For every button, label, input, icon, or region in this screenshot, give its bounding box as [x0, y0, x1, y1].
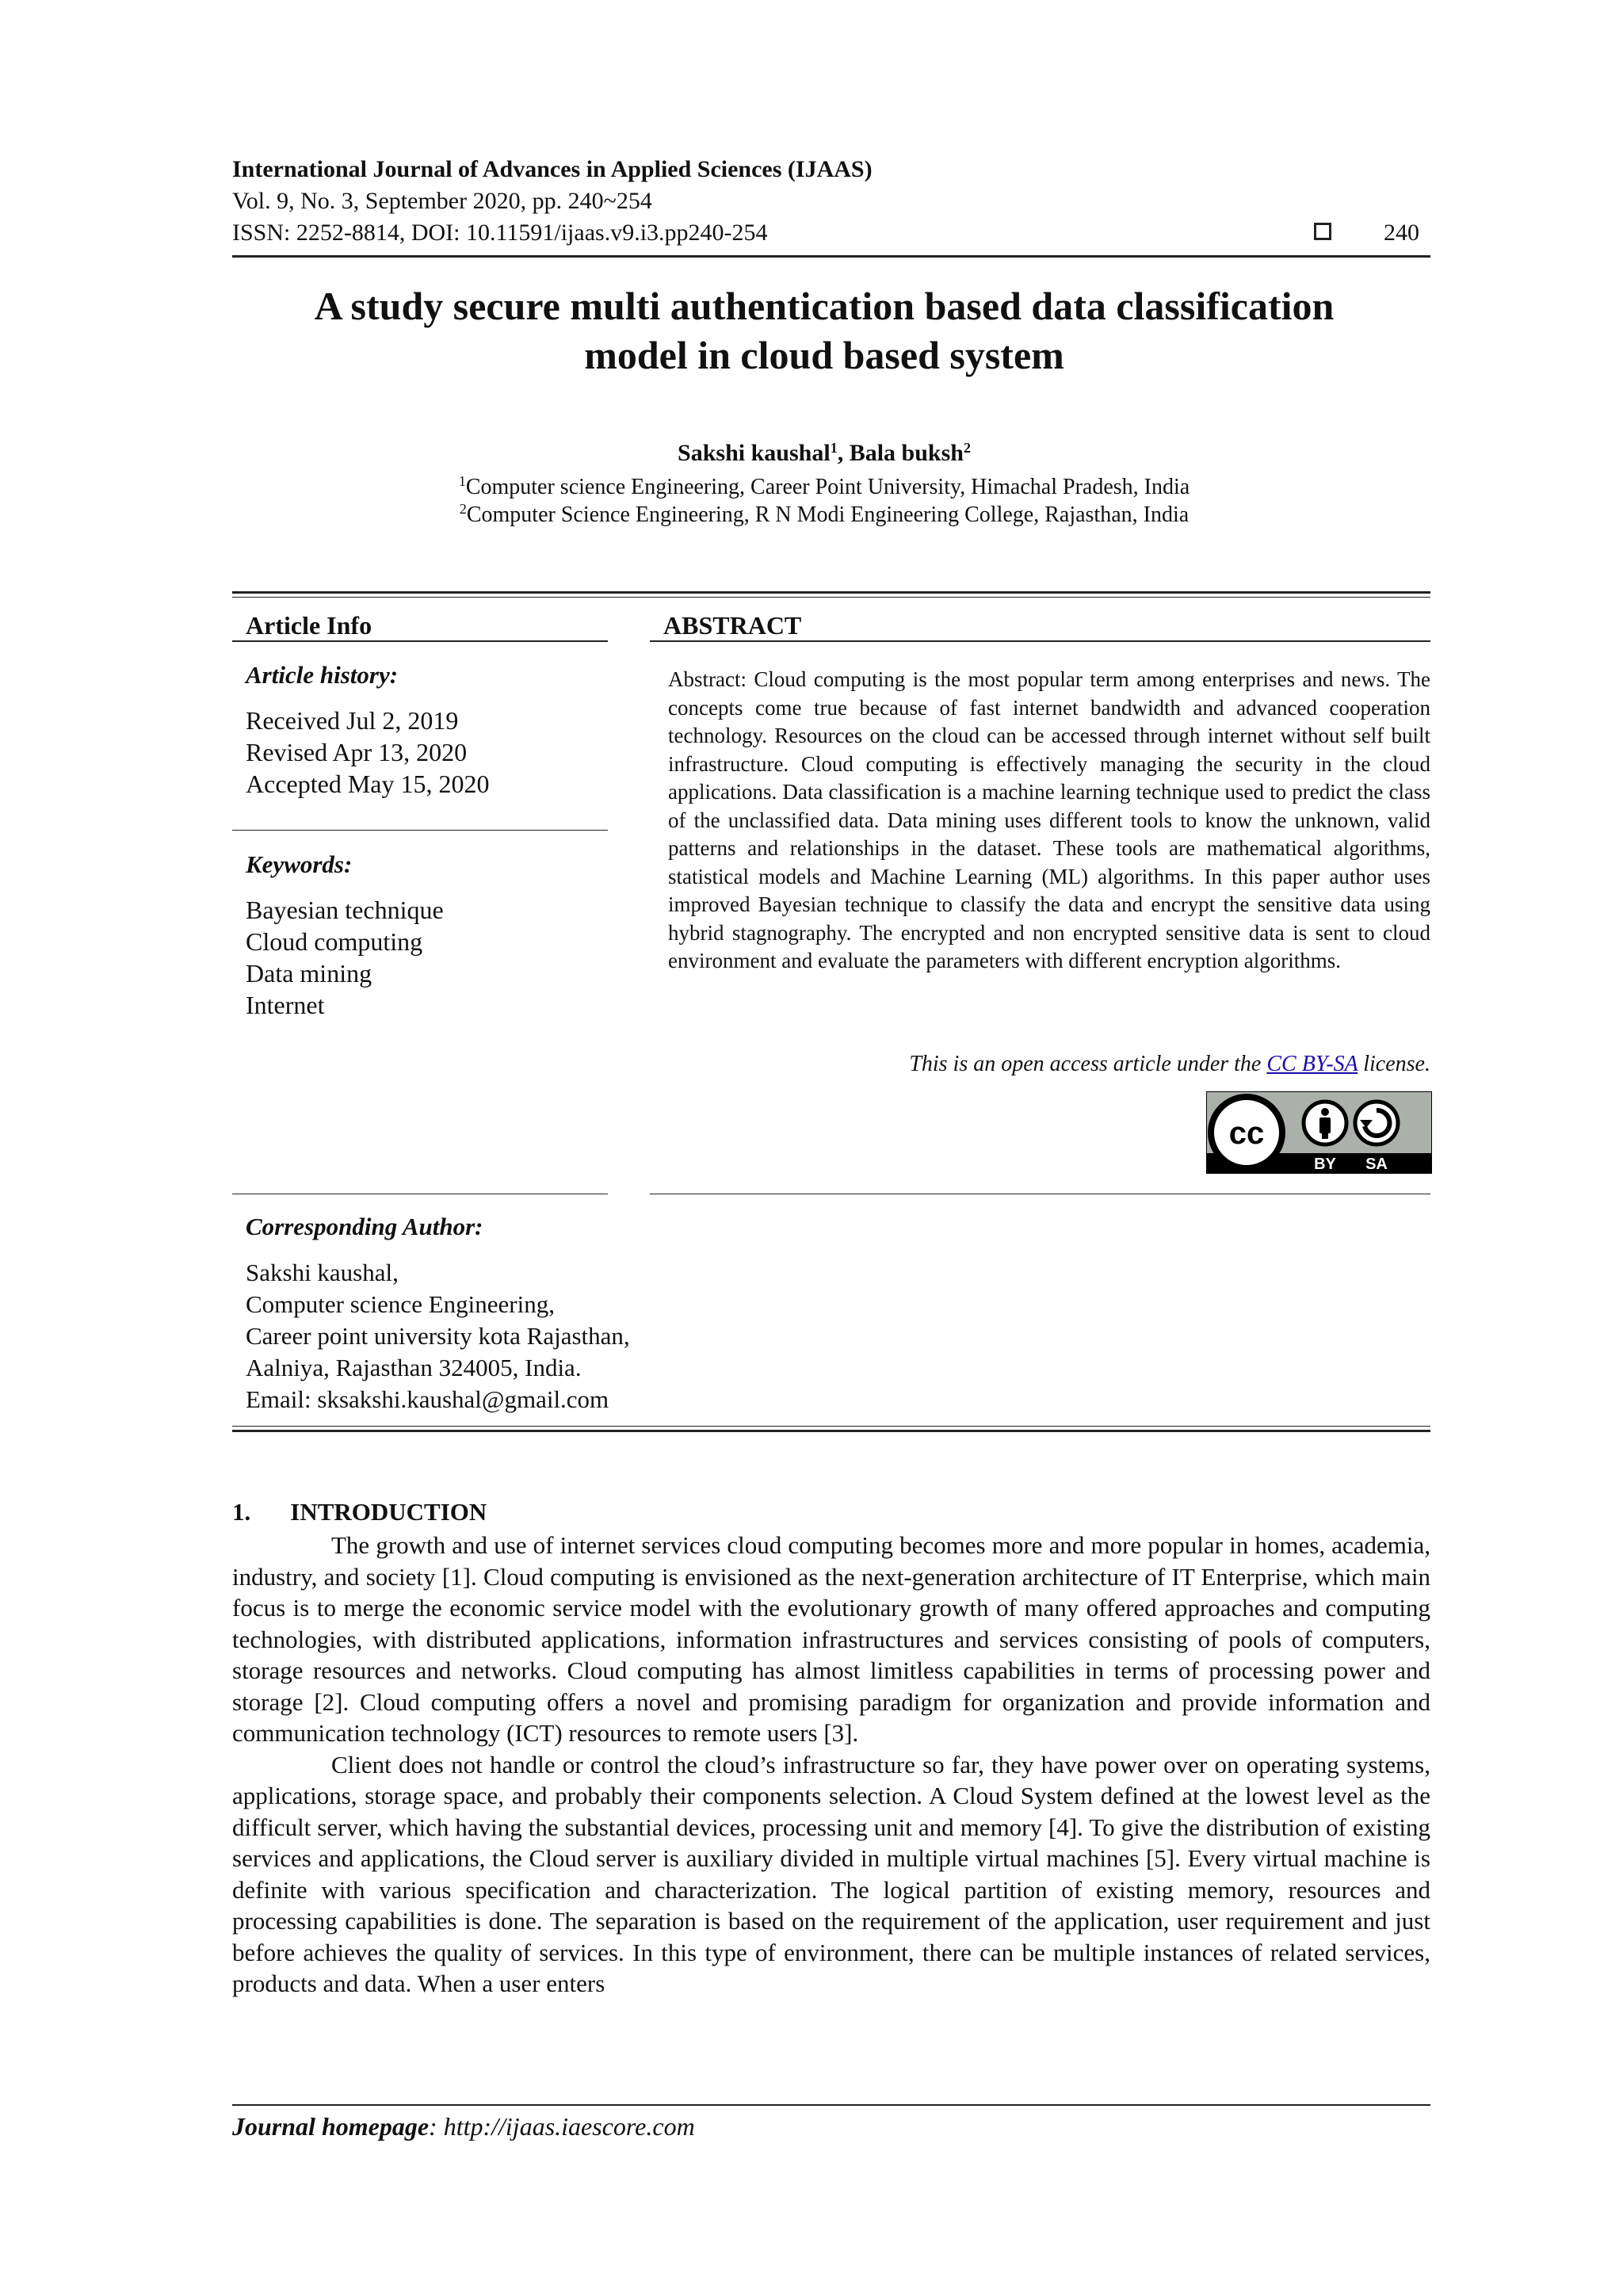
author-2-sup: 2 — [963, 440, 971, 456]
license-suffix: license. — [1358, 1052, 1430, 1076]
corresponding-heading: Corresponding Author: — [246, 1213, 483, 1240]
corr-email: Email: sksakshi.kaushal@gmail.com — [246, 1385, 609, 1413]
page-number: 240 — [1384, 220, 1419, 246]
cc-badge-label: cc — [1228, 1116, 1265, 1151]
corr-line: Aalniya, Rajasthan 324005, India. — [246, 1354, 582, 1381]
received-date: Received Jul 2, 2019 — [246, 706, 459, 735]
homepage-label: Journal homepage — [232, 2112, 430, 2141]
abstract-text: Abstract: Cloud computing is the most popular term among enterprises and news. The concepts come true because of fast internet bandwidth and advanced cooperation technology. Resources on the cloud can be accessed through internet without self built infrastructure. Cloud computing is effectively managing the security in the cloud applications. Data classification is a machine learning technique used to predict the class of the unclassified data. Data mining uses different tools to know the unknown, valid patterns and relationships in the dataset. These tools are mathematical algorithms, statistical models and Machine Learning (ML) algorithms. In this paper author uses improved Bayesian technique to classify the data and encrypt the sensitive data using hybrid stagnography. The encrypted and non encrypted sensitive data is sent to cloud environment and evaluate the parameters with different encryption algorithms. — [668, 667, 1430, 972]
keyword-item: Bayesian technique — [246, 896, 444, 924]
intro-heading — [232, 1498, 487, 1526]
affiliation-1 — [198, 473, 1450, 502]
title-line-2: model in cloud based system — [584, 333, 1064, 377]
by-badge-label: BY — [1314, 1156, 1336, 1173]
affiliation-1-text: Computer science Engineering, Career Point University, Himachal Pradesh, India — [465, 475, 1190, 499]
keyword-item: Data mining — [246, 959, 372, 988]
info-bottom-rule-thin — [232, 1426, 1430, 1427]
title-line-1: A study secure multi authentication based data classification — [314, 284, 1335, 328]
keyword-item: Cloud computing — [246, 927, 423, 956]
revised-date: Revised Apr 13, 2020 — [246, 738, 468, 766]
license-link[interactable]: CC BY-SA — [1266, 1052, 1358, 1076]
header-rule — [232, 255, 1430, 258]
license-line — [909, 1052, 1430, 1077]
homepage-url[interactable]: http://ijaas.iaescore.com — [443, 2112, 695, 2141]
affiliation-2 — [198, 501, 1450, 529]
license-prefix: This is an open access article under the — [909, 1052, 1267, 1076]
square-icon — [1314, 223, 1331, 240]
paper-title — [198, 281, 1450, 380]
corr-line: Computer science Engineering, — [246, 1290, 555, 1318]
journal-homepage — [232, 2112, 695, 2141]
article-info-heading: Article Info — [246, 611, 372, 640]
abstract-rule — [650, 640, 1430, 642]
author-1-sup: 1 — [830, 440, 838, 456]
volume-line: Vol. 9, No. 3, September 2020, pp. 240~254 — [232, 188, 652, 214]
footer-rule — [232, 2104, 1430, 2106]
affiliation-2-text: Computer Science Engineering, R N Modi Engineering College, Rajasthan, India — [466, 502, 1190, 527]
intro-paragraph-2: Client does not handle or control the cloud’s infrastructure so far, they have power over on operating systems, applications, storage space, and probably their components selection. A Cloud System defined at the lowest level as the difficult server, which having the substantial devices, processing unit and memory [4]. To give the distribution of existing services and applications, the Cloud server is auxiliary divided in multiple virtual machines [5]. Every virtual machine is definite with various specification and characterization. The logical partition of existing memory, resources and processing capabilities is done. The separation is based on the requirement of the application, user requirement and just before achieves the quality of services. In this type of environment, there can be multiple instances of related services, products and data. When a user enters — [232, 1750, 1430, 1997]
intro-body — [232, 1530, 1430, 2000]
cc-by-sa-badge-icon[interactable] — [1206, 1091, 1432, 1174]
history-rule — [232, 830, 608, 831]
homepage-colon: : — [429, 2112, 444, 2141]
affiliation-2-sup: 2 — [459, 501, 467, 517]
journal-name: International Journal of Advances in Applied Sciences (IJAAS) — [232, 156, 873, 182]
author-2: Bala buksh — [849, 440, 964, 466]
corr-line: Sakshi kaushal, — [246, 1259, 399, 1286]
author-sep: , — [837, 440, 850, 466]
keywords-heading: Keywords: — [246, 850, 353, 878]
accepted-date: Accepted May 15, 2020 — [246, 770, 490, 798]
intro-paragraph-1: The growth and use of internet services cloud computing becomes more and more popular in homes, academia, industry, and society [1]. Cloud computing is envisioned as the next-generation architecture of IT Enterprise, which main focus is to merge the economic service model with the evolutionary growth of many offered approaches and computing technologies, with distributed applications, information infrastructures and services consisting of pools of computers, storage resources and networks. Cloud computing has almost limitless capabilities in terms of processing power and storage [2]. Cloud computing offers a novel and promising paradigm for organization and provide information and communication technology (ICT) resources to remote users [3]. — [232, 1531, 1430, 1747]
affiliation-1-sup: 1 — [458, 473, 466, 489]
info-top-rule — [232, 591, 1430, 594]
issn-line: ISSN: 2252-8814, DOI: 10.11591/ijaas.v9.i3.pp240-254 — [232, 220, 768, 246]
sa-badge-label: SA — [1365, 1156, 1388, 1173]
history-heading: Article history: — [246, 661, 399, 689]
intro-title: INTRODUCTION — [290, 1498, 487, 1526]
keyword-item: Internet — [246, 991, 325, 1019]
intro-number: 1. — [232, 1498, 251, 1526]
info-bottom-rule — [232, 1430, 1430, 1432]
authors — [198, 440, 1450, 467]
corr-line: Career point university kota Rajasthan, — [246, 1322, 630, 1350]
abstract-heading: ABSTRACT — [663, 611, 802, 640]
info-top-rule-thin — [232, 597, 1430, 598]
author-1: Sakshi kaushal — [678, 440, 831, 466]
article-info-rule — [232, 640, 608, 642]
